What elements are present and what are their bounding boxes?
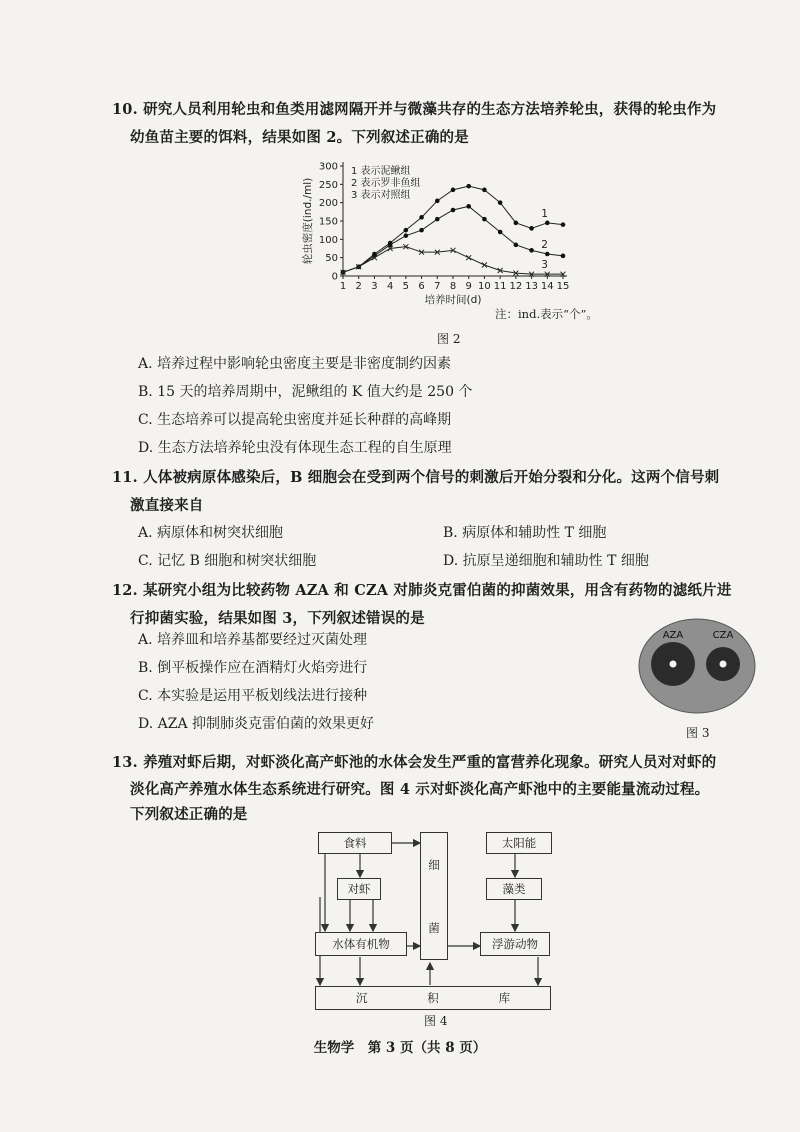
x-tick-label: 9 — [465, 281, 472, 292]
series-2-point — [514, 243, 519, 248]
page-footer: 生物学 第 3 页（共 8 页） — [313, 1040, 487, 1056]
legend-entry: 2 表示罗非鱼组 — [351, 178, 421, 189]
q12-option-b: B. 倒平板操作应在酒精灯火焰旁进行 — [138, 660, 368, 676]
x-tick-label: 12 — [509, 281, 523, 292]
cza-disc — [720, 661, 727, 668]
series-2-point — [545, 252, 550, 257]
q10-stem-line2: 幼鱼苗主要的饵料，结果如图 2。下列叙述正确的是 — [130, 129, 469, 146]
x-tick-label: 2 — [355, 281, 362, 292]
series-1-point — [482, 188, 487, 193]
q10-option-b: B. 15 天的培养周期中，泥鳅组的 K 值大约是 250 个 — [138, 384, 473, 400]
q12-option-a: A. 培养皿和培养基都要经过灭菌处理 — [138, 632, 368, 648]
x-tick-label: 3 — [371, 281, 378, 292]
sediment-char-2: 积 — [427, 991, 439, 1005]
series-label-1: 1 — [541, 207, 548, 220]
cza-label: CZA — [712, 630, 734, 641]
series-2-point — [451, 208, 456, 213]
x-tick-label: 15 — [556, 281, 570, 292]
aza-disc — [670, 661, 677, 668]
series-2-point — [404, 233, 409, 238]
q11-stem-line2: 激直接来自 — [130, 497, 204, 514]
q10-option-d: D. 生态方法培养轮虫没有体现生态工程的自生原理 — [138, 440, 452, 456]
figure2-caption: 图 2 — [437, 332, 461, 346]
x-tick-label: 10 — [478, 281, 491, 292]
box-water-organic-matter: 水体有机物 — [315, 932, 407, 956]
q11-option-a: A. 病原体和树突状细胞 — [138, 525, 284, 541]
y-tick-label: 100 — [318, 234, 338, 246]
series-1-point — [561, 222, 566, 227]
x-tick-label: 6 — [418, 281, 425, 292]
y-tick-label: 0 — [331, 271, 338, 283]
y-axis-label: 轮虫密度(ind./ml) — [302, 177, 314, 265]
q11-stem-line1: 11. 人体被病原体感染后，B 细胞会在受到两个信号的刺激后开始分裂和分化。这两个信号刺 — [112, 469, 720, 486]
x-tick-label: 14 — [540, 281, 554, 292]
q12-stem-line1: 12. 某研究小组为比较药物 AZA 和 CZA 对肺炎克雷伯菌的抑菌效果，用含有药物的滤纸片进 — [112, 582, 732, 599]
figure2-line-chart — [295, 158, 630, 318]
series-1-point — [435, 199, 440, 204]
box-algae: 藻类 — [486, 878, 542, 900]
series-2-point — [482, 217, 487, 222]
series-3-point — [466, 255, 471, 260]
box-feed: 食料 — [318, 832, 392, 854]
box-bacteria — [420, 832, 448, 960]
q10-option-a: A. 培养过程中影响轮虫密度主要是非密度制约因素 — [138, 356, 452, 372]
series-2-point — [498, 230, 503, 235]
q12-option-d: D. AZA 抑制肺炎克雷伯菌的效果更好 — [138, 716, 375, 732]
series-2-point — [529, 248, 534, 253]
series-1-point — [466, 184, 471, 189]
figure3-caption: 图 3 — [686, 726, 710, 740]
series-1-point — [545, 221, 550, 226]
y-tick-label: 200 — [318, 198, 338, 210]
series-3-point — [482, 263, 487, 268]
sediment-char-3: 库 — [498, 991, 511, 1005]
y-tick-label: 300 — [318, 161, 338, 173]
x-axis-label: 培养时间(d) — [424, 294, 482, 306]
figure2-note: 注：ind.表示“个”。 — [495, 307, 598, 321]
aza-label: AZA — [662, 630, 684, 641]
box-solar-energy: 太阳能 — [486, 832, 552, 854]
x-tick-label: 8 — [449, 281, 457, 292]
x-tick-label: 5 — [402, 281, 410, 292]
legend-entry: 1 表示泥鳅组 — [351, 166, 411, 177]
q12-option-c: C. 本实验是运用平板划线法进行接种 — [138, 688, 368, 704]
series-2-point — [561, 254, 566, 259]
bacteria-char-1: 细 — [428, 857, 440, 872]
bacteria-char-2: 菌 — [428, 920, 440, 935]
figure3-petri-dish — [637, 618, 757, 718]
series-1-point — [498, 200, 503, 205]
q11-option-d: D. 抗原呈递细胞和辅助性 T 细胞 — [443, 553, 649, 569]
x-tick-label: 4 — [386, 281, 394, 292]
box-shrimp: 对虾 — [337, 878, 381, 900]
box-sediment-pool — [315, 986, 551, 1010]
series-2-point — [435, 217, 440, 222]
box-zooplankton: 浮游动物 — [480, 932, 550, 956]
q13-stem-line3: 下列叙述正确的是 — [130, 806, 248, 823]
y-tick-label: 150 — [318, 216, 338, 228]
series-1-point — [404, 228, 409, 233]
q10-option-c: C. 生态培养可以提高轮虫密度并延长种群的高峰期 — [138, 412, 452, 428]
q12-stem-line2: 行抑菌实验，结果如图 3，下列叙述错误的是 — [130, 610, 425, 627]
series-line-2 — [343, 206, 563, 272]
q10-stem-line1: 10. 研究人员利用轮虫和鱼类用滤网隔开并与微藻共存的生态方法培养轮虫，获得的轮虫作为 — [112, 101, 717, 118]
q11-option-b: B. 病原体和辅助性 T 细胞 — [443, 525, 607, 541]
figure4-caption: 图 4 — [424, 1014, 448, 1028]
q11-option-c: C. 记忆 B 细胞和树突状细胞 — [138, 553, 317, 569]
x-tick-label: 1 — [339, 281, 347, 292]
legend-entry: 3 表示对照组 — [351, 190, 411, 201]
q13-stem-line2: 淡化高产养殖水体生态系统进行研究。图 4 示对虾淡化高产虾池中的主要能量流动过程。 — [130, 781, 710, 798]
series-2-point — [466, 204, 471, 209]
series-1-point — [419, 215, 424, 220]
series-1-point — [529, 226, 534, 231]
y-tick-label: 250 — [318, 179, 338, 191]
x-tick-label: 13 — [525, 281, 538, 292]
series-1-point — [514, 221, 519, 226]
x-tick-label: 11 — [493, 281, 507, 292]
sediment-char-1: 沉 — [355, 991, 368, 1005]
series-label-3: 3 — [541, 259, 548, 272]
x-tick-label: 7 — [434, 281, 441, 292]
y-tick-label: 50 — [325, 253, 338, 265]
q13-stem-line1: 13. 养殖对虾后期，对虾淡化高产虾池的水体会发生严重的富营养化现象。研究人员对对虾的 — [112, 754, 717, 771]
series-1-point — [451, 188, 456, 193]
series-label-2: 2 — [541, 239, 548, 251]
series-2-point — [419, 228, 424, 233]
